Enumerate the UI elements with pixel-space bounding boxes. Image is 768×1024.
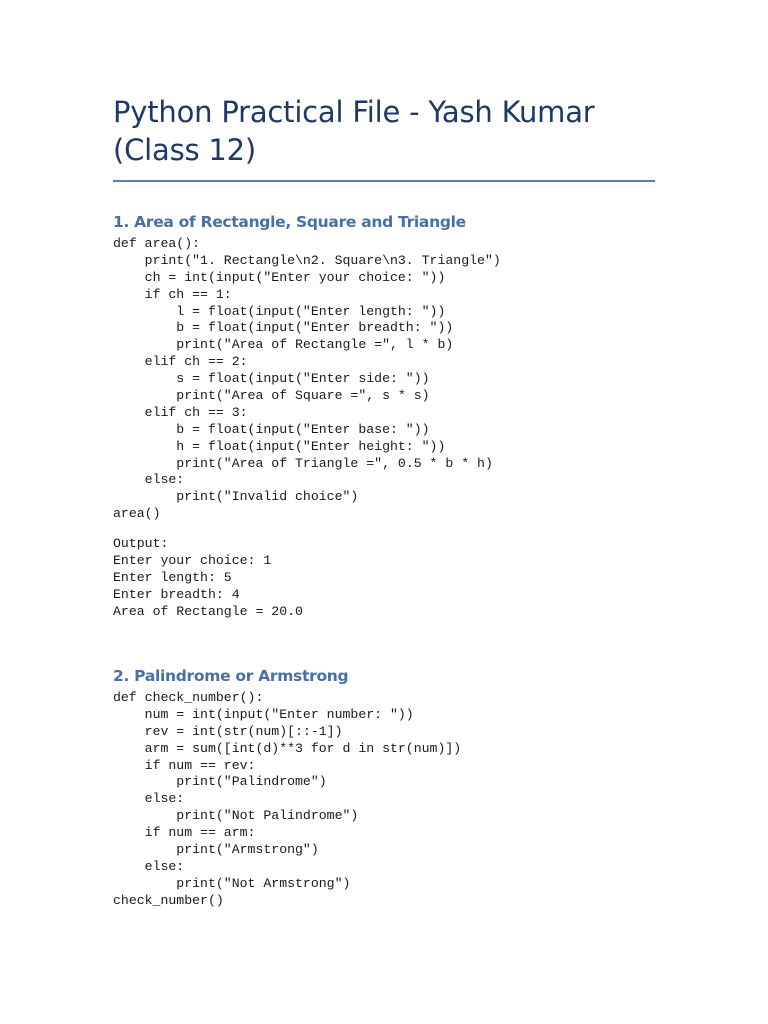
output-line: Output: <box>113 536 169 551</box>
code-line: else: <box>113 472 185 488</box>
code-line: b = float(input("Enter base: ")) <box>113 421 430 437</box>
code-block-area <box>113 236 501 523</box>
code-block-palindrome <box>113 690 461 910</box>
code-line: h = float(input("Enter height: ")) <box>113 438 446 454</box>
code-line: print("Not Armstrong") <box>113 875 351 891</box>
code-line: if ch == 1: <box>113 286 232 302</box>
output-line: Enter length: 5 <box>113 569 232 585</box>
code-line: print("Area of Triangle =", 0.5 * b * h) <box>113 455 493 471</box>
output-line: Area of Rectangle = 20.0 <box>113 603 303 619</box>
code-line: l = float(input("Enter length: ")) <box>113 303 446 319</box>
code-line: def check_number(): <box>113 690 264 705</box>
code-line: print("Area of Rectangle =", l * b) <box>113 337 454 353</box>
page-title: Python Practical File - Yash Kumar (Class 12) <box>113 95 595 167</box>
code-line: print("Palindrome") <box>113 774 327 790</box>
code-line: if num == arm: <box>113 825 256 841</box>
code-line: elif ch == 2: <box>113 354 248 370</box>
code-line: if num == rev: <box>113 757 256 773</box>
output-line: Enter breadth: 4 <box>113 586 240 602</box>
code-line: check_number() <box>113 892 224 908</box>
code-line: b = float(input("Enter breadth: ")) <box>113 320 454 336</box>
code-line: area() <box>113 506 161 522</box>
code-line: def area(): <box>113 236 201 251</box>
code-line: else: <box>113 858 185 874</box>
code-line: arm = sum([int(d)**3 for d in str(num)]) <box>113 740 462 756</box>
code-line: ch = int(input("Enter your choice: ")) <box>113 269 446 285</box>
code-line: print("Area of Square =", s * s) <box>113 388 430 404</box>
title-underline <box>113 180 655 182</box>
code-line: print("Invalid choice") <box>113 489 359 505</box>
code-line: else: <box>113 791 185 807</box>
output-line: Enter your choice: 1 <box>113 552 272 568</box>
section-heading-palindrome: 2. Palindrome or Armstrong <box>113 667 349 685</box>
code-line: rev = int(str(num)[::-1]) <box>113 723 343 739</box>
code-line: print("Not Palindrome") <box>113 808 359 824</box>
code-line: print("Armstrong") <box>113 842 319 858</box>
output-block-area <box>113 536 303 620</box>
code-line: print("1. Rectangle\n2. Square\n3. Triangle") <box>113 252 501 268</box>
section-heading-area: 1. Area of Rectangle, Square and Triangle <box>113 213 466 231</box>
code-line: num = int(input("Enter number: ")) <box>113 706 414 722</box>
code-line: s = float(input("Enter side: ")) <box>113 371 430 387</box>
code-line: elif ch == 3: <box>113 404 248 420</box>
